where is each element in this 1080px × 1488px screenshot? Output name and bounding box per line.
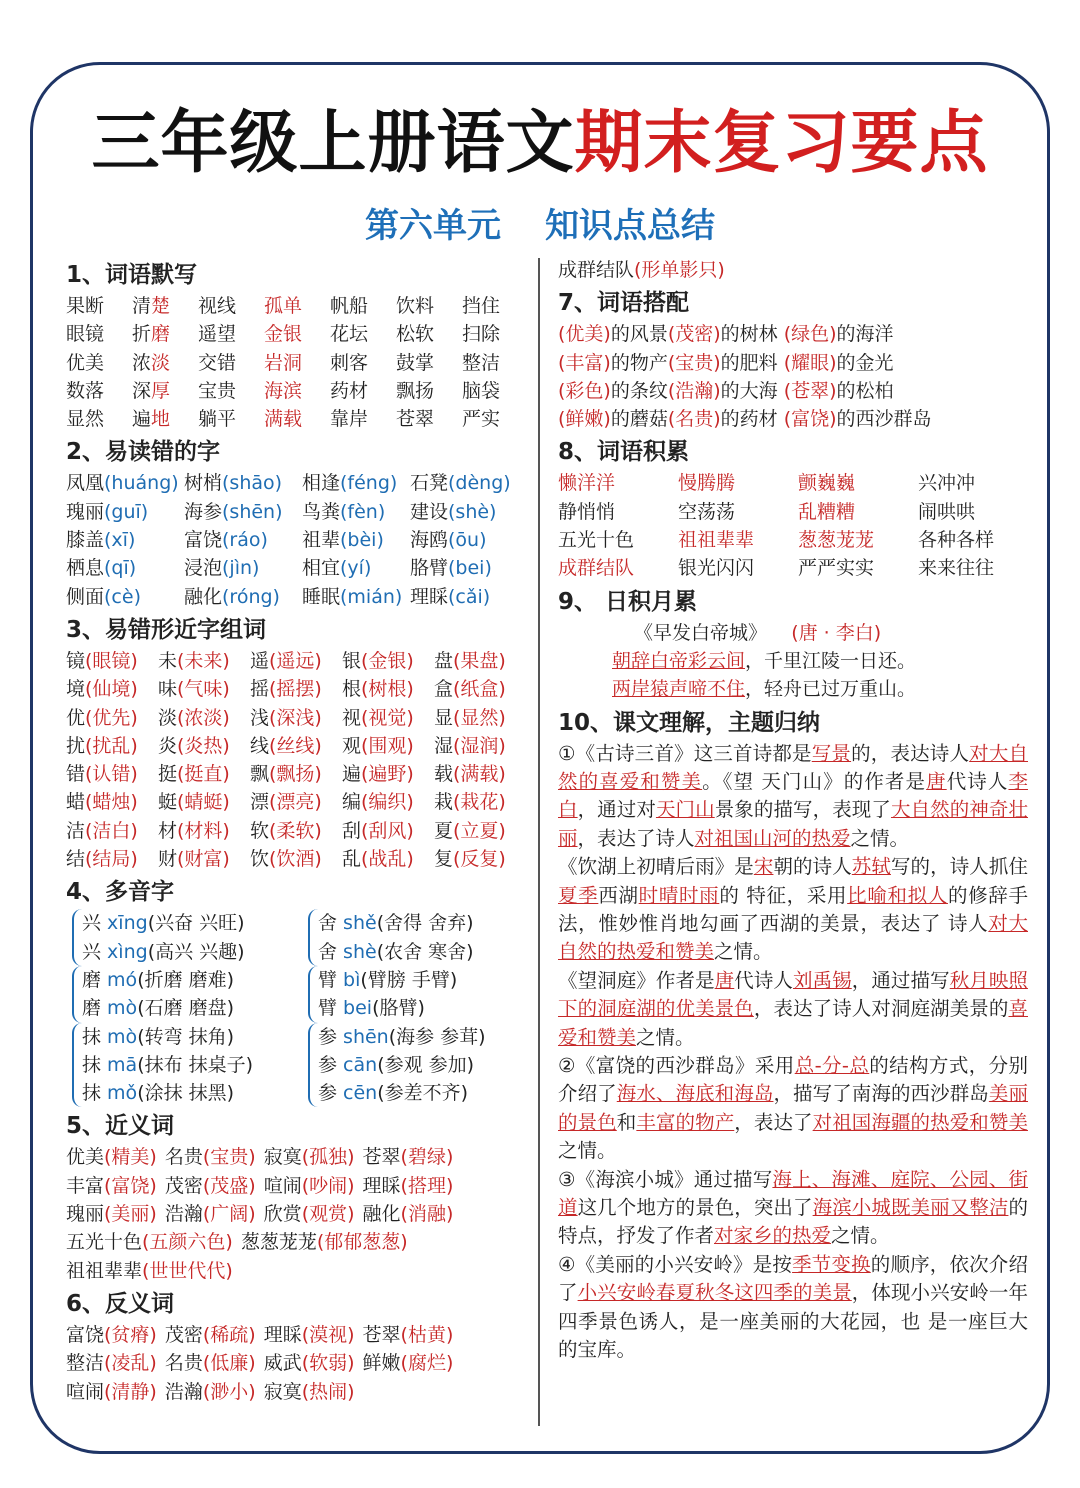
similar-char-pair: 浅(深浅) (250, 706, 322, 729)
pinyin-word: 胳臂(bei) (410, 557, 492, 580)
section-7-title: 7、词语搭配 (558, 290, 690, 317)
synonym-pair: 丰富(富饶) (66, 1174, 157, 1197)
polyphone-line: 臂 bì(臂膀 手臂) (318, 968, 458, 991)
dictation-word: 交错 (198, 351, 237, 374)
word-dictation-grid (66, 292, 526, 433)
polyphone-group (72, 909, 302, 966)
accumulation-word: 乱糟糟 (798, 500, 856, 523)
synonym-pair: 名贵(宝贵) (164, 1146, 256, 1169)
section-6-title: 6、反义词 (66, 1290, 175, 1317)
accumulation-word: 慢腾腾 (678, 472, 736, 495)
similar-char-pair: 软(柔软) (250, 819, 322, 842)
pinyin-word: 膝盖(xī) (66, 529, 136, 552)
similar-char-pair: 结(结局) (66, 848, 138, 871)
section-8-title: 8、词语积累 (558, 439, 690, 466)
dictation-word: 挡住 (462, 295, 501, 317)
polyphone-line: 抹 mò(转弯 抹角) (82, 1025, 235, 1048)
antonym-pair: 名贵(低廉) (164, 1352, 256, 1375)
dictation-word: 清楚 (132, 295, 171, 317)
similar-char-pair: 视(视觉) (342, 706, 414, 729)
dictation-word: 飘扬 (396, 379, 435, 402)
antonym-pair: 浩瀚(渺小) (164, 1380, 256, 1403)
antonym-pair: 富饶(贫瘠) (66, 1323, 157, 1346)
left-column (66, 256, 526, 1406)
synonym-pair: 寂寞(孤独) (263, 1146, 355, 1169)
similar-char-pair: 根(树根) (342, 678, 414, 701)
synonym-pair: 瑰丽(美丽) (66, 1203, 157, 1226)
section-4-title: 4、多音字 (66, 879, 175, 906)
dictation-word: 岩洞 (264, 351, 303, 374)
similar-char-pair: 洁(洁白) (66, 819, 138, 842)
polyphone-group (308, 909, 526, 966)
similar-char-pair: 未(未来) (158, 649, 230, 672)
dictation-word: 鼓掌 (396, 351, 435, 374)
antonym-pair: 鲜嫩(腐烂) (362, 1352, 454, 1375)
antonym-pair: 寂寞(热闹) (263, 1380, 355, 1403)
accumulation-word: 祖祖辈辈 (678, 529, 755, 552)
pinyin-word: 富饶(ráo) (184, 529, 268, 552)
dictation-word: 靠岸 (330, 408, 369, 431)
pinyin-word: 鸟粪(fèn) (302, 500, 386, 523)
similar-char-pair: 饮(饮酒) (250, 848, 322, 871)
poem (558, 619, 1028, 704)
antonym-row (66, 1378, 526, 1406)
antonym-row (66, 1321, 526, 1349)
similar-char-pair: 蜓(蜻蜓) (158, 791, 230, 814)
dictation-word: 海滨 (264, 379, 303, 402)
similar-char-pair: 炎(炎热) (158, 734, 230, 757)
synonym-pair: 欣赏(观赏) (263, 1203, 355, 1226)
similar-char-pair: 复(反复) (434, 848, 506, 871)
collocation-list (558, 320, 1028, 433)
dictation-word: 饮料 (396, 295, 435, 317)
polyphone-group (308, 966, 526, 1023)
similar-char-pair: 遥(遥远) (250, 649, 322, 672)
accumulation-word: 各种各样 (918, 529, 995, 552)
antonym-pair: 茂密(稀疏) (164, 1323, 256, 1346)
similar-char-pair: 漂(漂亮) (250, 791, 322, 814)
pinyin-word: 祖辈(bèi) (302, 529, 384, 552)
similar-char-pair: 乱(战乱) (342, 848, 414, 871)
synonym-pair: 葱葱茏茏(郁郁葱葱) (240, 1231, 408, 1254)
similar-char-pair: 蜡(蜡烛) (66, 791, 138, 814)
accumulation-word: 空荡荡 (678, 500, 736, 523)
antonyms-list (66, 1321, 526, 1406)
antonym-pair: 喧闹(清静) (66, 1380, 157, 1403)
dictation-word: 果断 (66, 295, 105, 317)
polyphone-line: 兴 xìng(高兴 兴趣) (82, 940, 245, 963)
dictation-word: 深厚 (132, 379, 171, 402)
pinyin-word: 瑰丽(guī) (66, 500, 149, 523)
pinyin-word: 睡眠(mián) (302, 585, 403, 608)
antonym-pair: 理睬(漠视) (263, 1323, 355, 1346)
dictation-word: 遍地 (132, 408, 171, 431)
dictation-word: 花坛 (330, 323, 369, 346)
page-subtitle: 第六单元 知识点总结 (365, 206, 715, 246)
polyphone-line: 参 cān(参观 参加) (318, 1053, 475, 1076)
page-title: 三年级上册语文期末复习要点 (91, 104, 989, 183)
dictation-word: 遥望 (198, 323, 237, 346)
accumulation-word: 来来往往 (918, 557, 995, 580)
pinyin-word: 树梢(shāo) (184, 472, 283, 495)
antonym-pair: 成群结队(形单影只) (558, 259, 725, 281)
similar-char-pair: 扰(扰乱) (66, 734, 138, 757)
synonym-row (66, 1257, 526, 1285)
similar-char-pair: 材(材料) (158, 819, 230, 842)
polyphone-group (72, 1023, 302, 1108)
synonyms-list (66, 1143, 526, 1284)
synonym-row (66, 1228, 526, 1256)
similar-char-pair: 盒(纸盒) (434, 678, 506, 701)
dictation-word: 刺客 (330, 351, 369, 374)
similar-char-pair: 遍(遍野) (342, 763, 414, 786)
pinyin-word: 石凳(dèng) (410, 472, 511, 495)
dictation-word: 眼镜 (66, 323, 105, 346)
section-5-title: 5、近义词 (66, 1113, 175, 1140)
pinyin-word: 融化(róng) (184, 585, 280, 608)
accumulation-word: 葱葱茏茏 (798, 529, 875, 552)
summary-paragraph: ①《古诗三首》这三首诗都是写景的，表达诗人对大自然的喜爱和赞美。《望 天门山》的作者是唐代诗人李白，通过对天门山景象的描写，表现了大自然的神奇壮丽，表达了诗人对祖国山河的热爱之情。 《饮湖上初晴后雨》是宋朝的诗人苏轼写的，诗人抓住夏季西湖时晴时雨的 特征，采用比喻和拟人的修辞手法，惟妙惟肖地勾画了西湖的美景，表达了 诗人对大自然的热爱和赞美之情。 《望洞庭》作者是唐代诗人刘禹锡，通过描写秋月映照下的洞庭湖的优美景色，表达了诗人对洞庭湖美景的喜爱和赞美之情。 ②《富饶的西沙群岛》采用总-分-总的结构方式，分别介绍了海水、海底和海岛，描写了南海的西沙群岛美丽的景色和丰富的物产，表达了对祖国海疆的热爱和赞美之情。 ③《海滨小城》通过描写海上、海滩、庭院、公园、街道这几个地方的景色，突出了海滨小城既美丽又整洁的特点，抒发了作者对家乡的热爱之情。 ④《美丽的小兴安岭》是按季节变换的顺序，依次介绍了小兴安岭春夏秋冬这四季的美景，体现小兴安岭一年四季景色诱人，是一座美丽的大花园，也 是一座巨大的宝库。 (558, 741, 1028, 1362)
accumulation-word: 懒洋洋 (558, 472, 616, 495)
collocation-row: (鲜嫩)的蘑菇(名贵)的药材 (富饶)的西沙群岛 (558, 408, 932, 431)
polyphone-line: 舍 shè(农舍 寒舍) (318, 940, 474, 963)
polyphone-line: 参 cēn(参差不齐) (318, 1082, 469, 1105)
antonym-pair: 苍翠(枯黄) (362, 1323, 454, 1346)
polyphone-group (72, 966, 302, 1023)
dictation-word: 帆船 (330, 295, 369, 317)
similar-char-pair: 银(金银) (342, 649, 414, 672)
accumulation-word: 成群结队 (558, 557, 635, 580)
synonym-pair: 融化(消融) (362, 1203, 454, 1226)
dictation-word: 孤单 (264, 295, 303, 317)
accumulation-word: 五光十色 (558, 529, 635, 552)
pronunciation-grid (66, 469, 526, 610)
synonym-pair: 苍翠(碧绿) (362, 1146, 454, 1169)
dictation-word: 药材 (330, 379, 369, 402)
pinyin-word: 相逢(féng) (302, 472, 398, 495)
section-9-title: 9、 日积月累 (558, 588, 698, 615)
similar-char-pair: 摇(摇摆) (250, 678, 322, 701)
polyphone-group (308, 1023, 526, 1108)
section-10-title: 10、课文理解，主题归纳 (558, 709, 821, 736)
dictation-word: 数落 (66, 379, 105, 402)
section-1-title: 1、词语默写 (66, 262, 198, 288)
word-accumulation-grid (558, 469, 1028, 582)
similar-chars-grid (66, 647, 526, 873)
collocation-row: (优美)的风景(茂密)的树林 (绿色)的海洋 (558, 323, 894, 346)
dictation-word: 折磨 (132, 323, 171, 346)
dictation-word: 躺平 (198, 408, 237, 431)
poem-line-2: 两岸猿声啼不住，轻舟已过万重山。 (612, 678, 917, 701)
dictation-word: 满载 (264, 408, 303, 431)
similar-char-pair: 飘(飘扬) (250, 763, 322, 786)
dictation-word: 严实 (462, 408, 501, 431)
polyphone-line: 参 shēn(海参 参茸) (318, 1025, 486, 1048)
accumulation-word: 闹哄哄 (918, 500, 976, 523)
right-column (558, 256, 1028, 1365)
accumulation-word: 静悄悄 (558, 500, 616, 523)
similar-char-pair: 编(编织) (342, 791, 414, 814)
similar-char-pair: 淡(浓淡) (158, 706, 230, 729)
similar-char-pair: 夏(立夏) (434, 819, 506, 842)
antonym-pair: 整洁(凌乱) (66, 1352, 157, 1375)
column-divider (538, 258, 540, 1426)
synonym-pair: 优美(精美) (66, 1146, 157, 1169)
dictation-word: 优美 (66, 351, 105, 374)
collocation-row: (彩色)的条纹(浩瀚)的大海 (苍翠)的松柏 (558, 379, 894, 402)
similar-char-pair: 镜(眼镜) (66, 649, 138, 672)
synonym-row (66, 1172, 526, 1200)
polyphone-line: 磨 mò(石磨 磨盘) (82, 997, 235, 1020)
synonym-pair: 理睬(搭理) (362, 1174, 454, 1197)
similar-char-pair: 盘(果盘) (434, 649, 506, 672)
synonym-pair: 五光十色(五颜六色) (66, 1231, 233, 1254)
similar-char-pair: 境(仙境) (66, 678, 138, 701)
similar-char-pair: 栽(栽花) (434, 791, 506, 814)
polyphone-line: 抹 mā(抹布 抹桌子) (82, 1053, 254, 1076)
section-2-title: 2、易读错的字 (66, 439, 221, 466)
dictation-word: 显然 (66, 408, 105, 431)
similar-char-pair: 财(财富) (158, 848, 230, 871)
poem-line-1: 朝辞白帝彩云间，千里江陵一日还。 (612, 649, 917, 672)
similar-char-pair: 刮(刮风) (342, 819, 414, 842)
pinyin-word: 凤凰(huáng) (66, 472, 179, 495)
synonym-row (66, 1143, 526, 1171)
similar-char-pair: 优(优先) (66, 706, 138, 729)
similar-char-pair: 显(显然) (434, 706, 506, 729)
pinyin-word: 相宜(yí) (302, 557, 372, 580)
collocation-row: (丰富)的物产(宝贵)的肥料 (耀眼)的金光 (558, 351, 894, 374)
pinyin-word: 建设(shè) (410, 500, 497, 523)
pinyin-word: 侧面(cè) (66, 585, 141, 608)
accumulation-word: 严严实实 (798, 557, 875, 580)
pinyin-word: 浸泡(jìn) (184, 557, 260, 580)
accumulation-word: 银光闪闪 (678, 557, 755, 580)
antonym-pair: 威武(软弱) (263, 1352, 355, 1375)
accumulation-word: 颤巍巍 (798, 472, 856, 495)
dictation-word: 金银 (264, 323, 303, 346)
polyphone-line: 抹 mǒ(涂抹 抹黑) (82, 1082, 235, 1105)
antonym-row (66, 1349, 526, 1377)
synonym-row (66, 1200, 526, 1228)
poem-heading: 《早发白帝城》 (唐 · 李白) (634, 621, 882, 644)
synonym-pair: 喧闹(吵闹) (263, 1174, 355, 1197)
similar-char-pair: 观(围观) (342, 734, 414, 757)
similar-char-pair: 味(气味) (158, 678, 230, 701)
pinyin-word: 海参(shēn) (184, 500, 283, 523)
dictation-word: 宝贵 (198, 379, 237, 402)
polyphone-line: 兴 xīng(兴奋 兴旺) (82, 912, 245, 935)
polyphone-line: 舍 shě(舍得 舍弃) (318, 912, 474, 935)
dictation-word: 视线 (198, 295, 237, 317)
similar-char-pair: 载(满载) (434, 763, 506, 786)
dictation-word: 浓淡 (132, 351, 171, 374)
dictation-word: 松软 (396, 323, 435, 346)
pinyin-word: 海鸥(ōu) (410, 529, 487, 552)
similar-char-pair: 错(认错) (66, 763, 138, 786)
polyphone-line: 臂 bei(胳臂) (318, 997, 425, 1020)
antonym-continued (558, 256, 1028, 284)
dictation-word: 苍翠 (396, 408, 435, 431)
polyphone-line: 磨 mó(折磨 磨难) (82, 968, 235, 991)
similar-char-pair: 线(丝线) (250, 734, 322, 757)
pinyin-word: 理睬(cǎi) (410, 585, 491, 608)
polyphone-grid (66, 909, 526, 1107)
dictation-word: 扫除 (462, 323, 501, 346)
pinyin-word: 栖息(qī) (66, 557, 137, 580)
similar-char-pair: 挺(挺直) (158, 763, 230, 786)
synonym-pair: 浩瀚(广阔) (164, 1203, 256, 1226)
dictation-word: 整洁 (462, 351, 501, 374)
similar-char-pair: 湿(湿润) (434, 734, 506, 757)
section-3-title: 3、易错形近字组词 (66, 616, 267, 643)
accumulation-word: 兴冲冲 (918, 472, 976, 495)
dictation-word: 脑袋 (462, 379, 501, 402)
synonym-pair: 茂密(茂盛) (164, 1174, 256, 1197)
synonym-pair: 祖祖辈辈(世世代代) (66, 1259, 233, 1282)
